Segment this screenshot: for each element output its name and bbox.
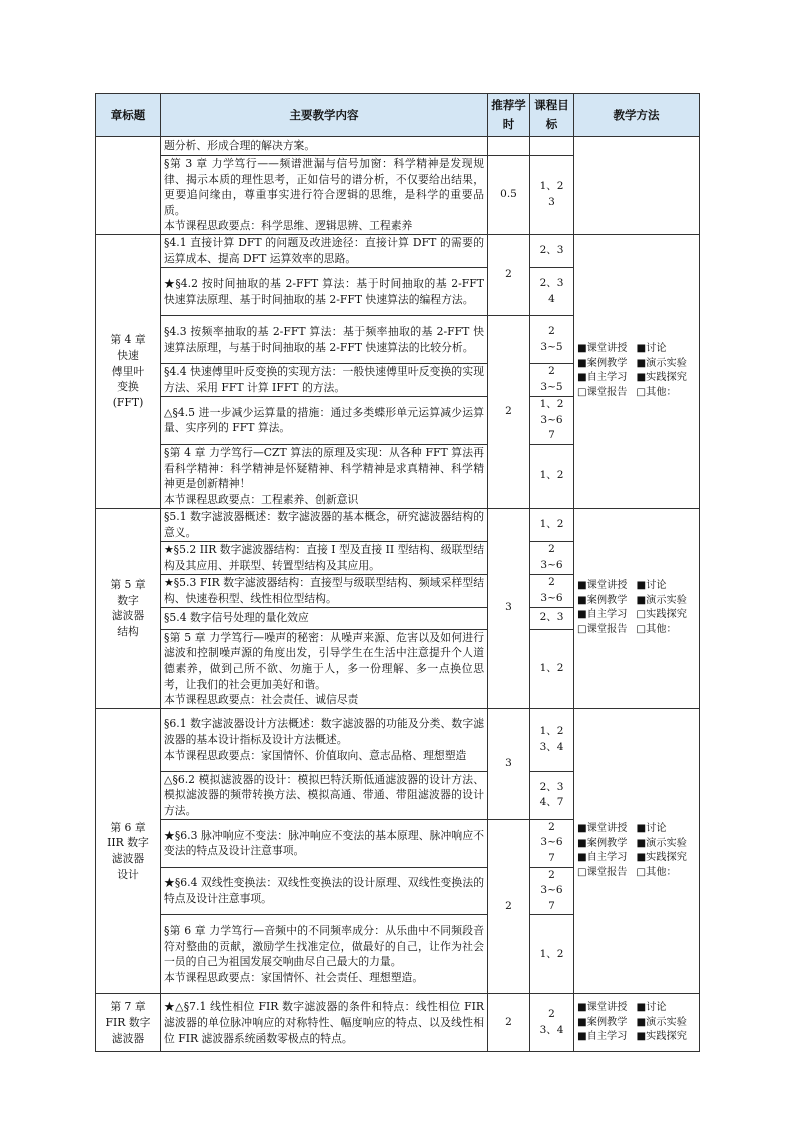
ch4-content-1: §4.1 直接计算 DFT 的问题及改进途径：直接计算 DFT 的需要的运算成本、提高 DFT 运算效率的思路。	[161, 235, 488, 268]
ch6-goals-2: 2、3 4、7	[530, 771, 574, 819]
ch4-content-6: §第 4 章 力学笃行—CZT 算法的原理及实现：从各种 FFT 算法再看科学精神：科学精神是怀疑精神、科学精神是求真精神、科学精神更是创新精神！ 本节课程思政要点：工程素养、创新意识	[161, 444, 488, 508]
ch3-hours-1: 0.5	[488, 156, 530, 235]
table-row	[96, 994, 700, 1052]
ch6-goals-3: 2 3~6 7	[530, 819, 574, 867]
ch4-hours-1: 2	[488, 235, 530, 316]
ch4-goals-5: 1、2 3~6 7	[530, 397, 574, 445]
ch4-method-cell: ■课堂讲授 ■讨论 ■案例教学 ■演示实验 ■自主学习 ■实践探究 □课堂报告 □其他：	[574, 235, 700, 509]
header-hours: 推荐学时	[488, 94, 530, 137]
ch6-goals-4: 2 3~6 7	[530, 867, 574, 915]
ch4-goals-2: 2、3 4	[530, 268, 574, 316]
ch6-hours-1: 3	[488, 708, 530, 819]
chapter-4-title: 第 4 章 快速 傅里叶 变换 (FFT)	[96, 235, 161, 509]
ch6-method-cell: ■课堂讲授 ■讨论 ■案例教学 ■演示实验 ■自主学习 ■实践探究 □课堂报告 □其他：	[574, 708, 700, 994]
ch3-content-1: §第 3 章 力学笃行——频谱泄漏与信号加窗：科学精神是发现规律、揭示本质的理性思考，正如信号的谱分析，不仅要给出结果，更要追问缘由，尊重事实进行符合逻辑的思维，是科学的重要品质。 本节课程思政要点：科学思维、逻辑思辨、工程素养	[161, 156, 488, 235]
ch6-content-1: §6.1 数字滤波器设计方法概述：数字滤波器的功能及分类、数字滤波器的基本设计指标及设计方法概述。 本节课程思政要点：家国情怀、价值取向、意志品格、理想塑造	[161, 708, 488, 771]
ch3-goals-0	[530, 137, 574, 156]
ch5-content-1: §5.1 数字滤波器概述：数字滤波器的基本概念，研究滤波器结构的意义。	[161, 508, 488, 541]
ch5-goals-4: 2、3	[530, 607, 574, 629]
table-row	[96, 508, 700, 541]
ch4-goals-6: 1、2	[530, 444, 574, 508]
ch3-goals-1: 1、2 3	[530, 156, 574, 235]
ch4-goals-4: 2 3~5	[530, 364, 574, 397]
ch3-method-cell	[574, 137, 700, 235]
ch5-content-3: ★§5.3 FIR 数字滤波器结构：直接型与级联型结构、频域采样型结构、快速卷积型、线性相位型结构。	[161, 574, 488, 607]
chapter-6-title: 第 6 章 IIR 数字 滤波器 设计	[96, 708, 161, 994]
ch7-hours: 2	[488, 994, 530, 1052]
ch6-goals-5: 1、2	[530, 915, 574, 994]
ch5-hours: 3	[488, 508, 530, 708]
ch4-content-5: △§4.5 进一步减少运算量的措施：通过多类蝶形单元运算减少运算量、实序列的 FFT 算法。	[161, 397, 488, 445]
ch7-content-1: ★△§7.1 线性相位 FIR 数字滤波器的条件和特点：线性相位 FIR 滤波器的单位脉冲响应的对称特性、幅度响应的特点、以及线性相位 FIR 滤波器系统函数零极点的特点。	[161, 994, 488, 1052]
ch5-content-4: §5.4 数字信号处理的量化效应	[161, 607, 488, 629]
chapter-7-title: 第 7 章 FIR 数字 滤波器	[96, 994, 161, 1052]
ch6-hours-2: 2	[488, 819, 530, 994]
course-table	[95, 93, 700, 1052]
ch5-goals-5: 1、2	[530, 629, 574, 708]
ch4-content-4: §4.4 快速傅里叶反变换的实现方法：一般快速傅里叶反变换的实现方法、采用 FFT 计算 IFFT 的方法。	[161, 364, 488, 397]
table-row	[96, 137, 700, 156]
ch4-goals-3: 2 3~5	[530, 316, 574, 364]
ch6-content-5: §第 6 章 力学笃行—音频中的不同频率成分：从乐曲中不同频段音符对整曲的贡献，激励学生找准定位，做最好的自己，让作为社会一员的自己为祖国发展交响曲尽自己最大的力量。 本节课程思政要点：家国情怀、社会责任、理想塑造。	[161, 915, 488, 994]
ch5-goals-3: 2 3~6	[530, 574, 574, 607]
ch4-content-2: ★§4.2 按时间抽取的基 2-FFT 算法：基于时间抽取的基 2-FFT 快速算法原理、基于时间抽取的基 2-FFT 快速算法的编程方法。	[161, 268, 488, 316]
ch4-content-3: §4.3 按频率抽取的基 2-FFT 算法：基于频率抽取的基 2-FFT 快速算法原理，与基于时间抽取的基 2-FFT 快速算法的比较分析。	[161, 316, 488, 364]
ch3-hours-0	[488, 137, 530, 156]
ch6-content-4: ★§6.4 双线性变换法：双线性变换法的设计原理、双线性变换法的特点及设计注意事项。	[161, 867, 488, 915]
ch5-goals-2: 2 3~6	[530, 541, 574, 574]
ch7-goals-1: 2 3、4	[530, 994, 574, 1052]
ch5-goals-1: 1、2	[530, 508, 574, 541]
header-chapter: 章标题	[96, 94, 161, 137]
ch6-content-3: ★§6.3 脉冲响应不变法：脉冲响应不变法的基本原理、脉冲响应不变法的特点及设计注意事项。	[161, 819, 488, 867]
ch7-method-cell: ■课堂讲授 ■讨论 ■案例教学 ■演示实验 ■自主学习 ■实践探究	[574, 994, 700, 1052]
chapter-3-cell	[96, 137, 161, 235]
ch5-content-2: ★§5.2 IIR 数字滤波器结构：直接 I 型及直接 II 型结构、级联型结构及其应用、并联型、转置型结构及其应用。	[161, 541, 488, 574]
header-method: 教学方法	[574, 94, 700, 137]
table-row	[96, 235, 700, 268]
ch4-goals-1: 2、3	[530, 235, 574, 268]
header-goals: 课程目标	[530, 94, 574, 137]
ch4-hours-2: 2	[488, 316, 530, 509]
ch5-content-5: §第 5 章 力学笃行—噪声的秘密：从噪声来源、危害以及如何进行滤波和控制噪声源的角度出发，引导学生在生活中注意提升个人道德素养，做到己所不欲、勿施于人，多一份理解、多一点换位思考，让我们的社会更加美好和谐。 本节课程思政要点：社会责任、诚信尽责	[161, 629, 488, 708]
ch6-goals-1: 1、2 3、4	[530, 708, 574, 771]
header-content: 主要教学内容	[161, 94, 488, 137]
ch5-method-cell: ■课堂讲授 ■讨论 ■案例教学 ■演示实验 ■自主学习 □实践探究 □课堂报告 □其他：	[574, 508, 700, 708]
chapter-5-title: 第 5 章 数字 滤波器 结构	[96, 508, 161, 708]
header-row	[96, 94, 700, 137]
table-row	[96, 708, 700, 771]
ch6-content-2: △§6.2 模拟滤波器的设计：模拟巴特沃斯低通滤波器的设计方法、模拟滤波器的频带转换方法、模拟高通、带通、带阻滤波器的设计方法。	[161, 771, 488, 819]
ch3-content-0: 题分析、形成合理的解决方案。	[161, 137, 488, 156]
